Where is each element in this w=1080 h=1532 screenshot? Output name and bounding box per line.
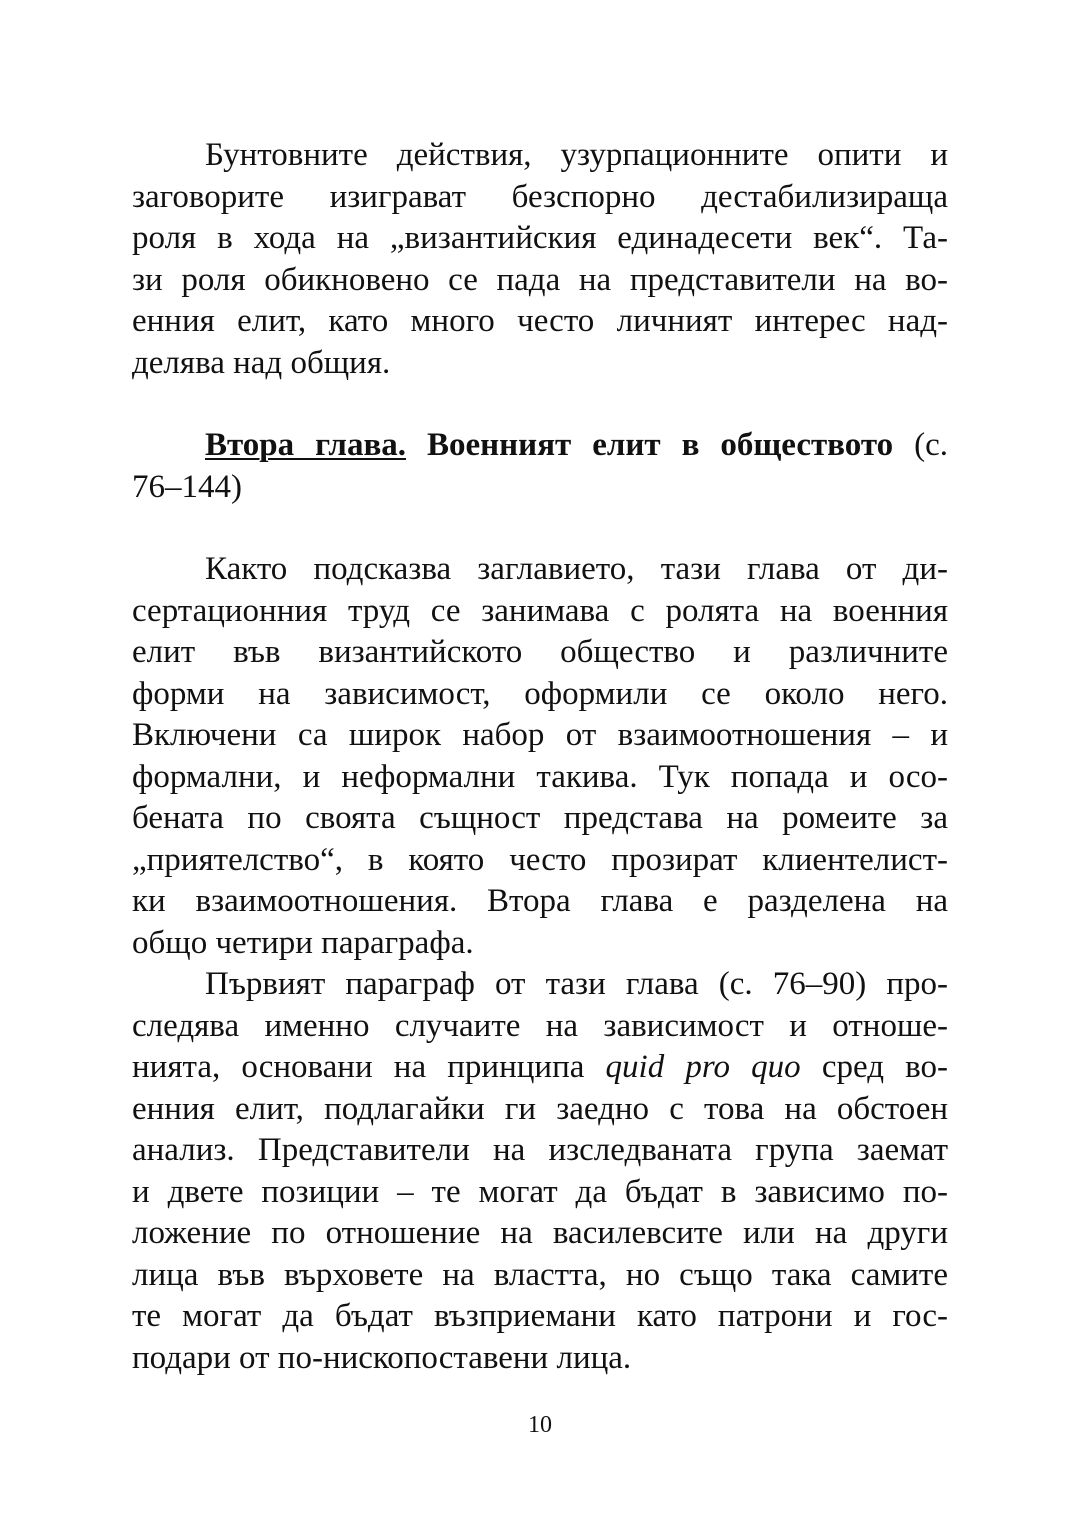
paragraph-2-line: Включени са широк набор от взаимоотношения – и — [132, 717, 948, 753]
paragraph-3-line-3-start: нията, основани на принципа — [132, 1049, 585, 1085]
paragraph-3-line — [132, 1047, 948, 1089]
paragraph-1-line: заговорите изиграват безспорно дестабилизираща — [132, 178, 948, 215]
paragraph-3-line: Първият параграф от тази глава (с. 76–90) про- — [205, 966, 948, 1002]
paragraph-1-line: Бунтовните действия, узурпационните опити и — [205, 137, 948, 173]
paragraph-2-line: формални, и неформални такива. Тук попада и осо- — [132, 758, 948, 795]
paragraph-2-line: Както подсказва заглавието, тази глава от ди- — [205, 551, 948, 587]
paragraph-3-line: те могат да бъдат възприемани като патрони и гос- — [132, 1298, 948, 1334]
paragraph-3 — [132, 964, 948, 1379]
paragraph-3-line: подари от по-нископоставени лица. — [132, 1339, 632, 1376]
paragraph-3-line: и двете позиции – те могат да бъдат в зависимо по- — [132, 1173, 948, 1210]
paragraph-1-line: делява над общия. — [132, 344, 391, 381]
paragraph-2-line: ки взаимоотношения. Втора глава е разделена на — [132, 883, 948, 919]
chapter-heading — [132, 425, 948, 508]
chapter-label: Втора глава. — [205, 427, 407, 463]
paragraph-3-line-3-end: сред во- — [821, 1049, 949, 1085]
paragraph-2-line: форми на зависимост, оформили се около него. — [132, 675, 948, 712]
paragraph-1-line: зи роля обикновено се пада на представители на во- — [132, 261, 948, 298]
chapter-title: Военният елит в обществото — [427, 427, 894, 463]
chapter-pages-range: 76–144) — [132, 468, 242, 505]
paragraph-2 — [132, 549, 948, 964]
paragraph-3-line: енния елит, подлагайки ги заедно с това на обстоен — [132, 1090, 948, 1127]
chapter-pages-open: (с. — [914, 427, 948, 463]
paragraph-3-line: анализ. Представители на изследваната група заемат — [132, 1132, 948, 1168]
paragraph-3-line: ложение по отношение на василевсите или на други — [132, 1215, 948, 1251]
chapter-heading-line-1 — [132, 425, 948, 467]
paragraph-1 — [132, 135, 948, 384]
paragraph-2-line: бената по своята същност представа на ромеите за — [132, 800, 948, 836]
paragraph-2-line: общо четири параграфа. — [132, 924, 474, 961]
paragraph-2-line: „приятелство“, в която често прозират клиентелист- — [132, 841, 948, 878]
paragraph-3-line: лица във върховете на властта, но също така самите — [132, 1256, 948, 1293]
paragraph-1-line: роля в хода на „византийския единадесети век“. Та- — [132, 220, 948, 256]
paragraph-3-line: следява именно случаите на зависимост и отноше- — [132, 1007, 948, 1044]
page-number: 10 — [528, 1412, 552, 1438]
paragraph-2-line: елит във византийското общество и различните — [132, 634, 948, 670]
paragraph-2-line: сертационния труд се занимава с ролята на военния — [132, 592, 948, 629]
paragraph-1-line: енния елит, като много често личният интерес над- — [132, 303, 948, 339]
latin-phrase: quid pro quo — [605, 1049, 801, 1085]
